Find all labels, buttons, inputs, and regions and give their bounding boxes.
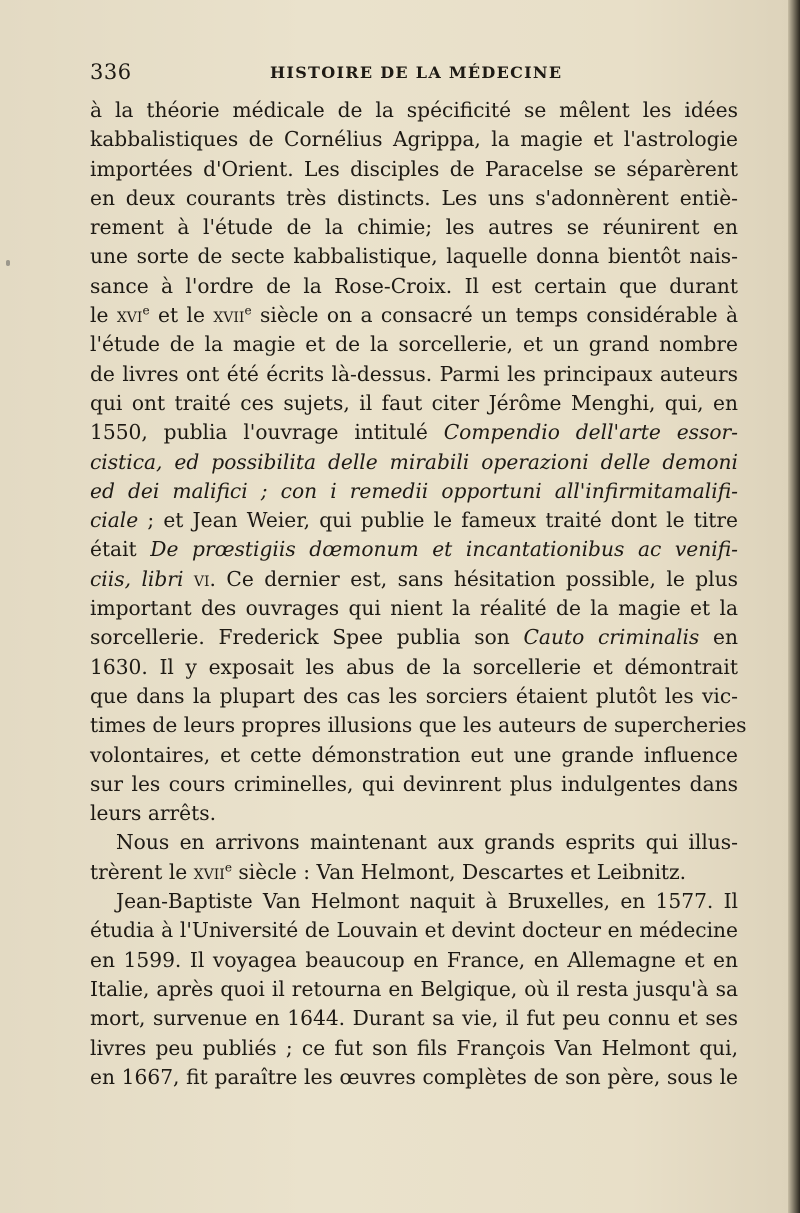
text-run: que dans la plupart des cas les sorciers étaient plutôt les vic-: [90, 683, 738, 708]
text-line: [90, 799, 738, 828]
text-run: sance à l'ordre de la Rose-Croix. Il est certain que durant: [90, 273, 738, 298]
text-run: siècle on a consacré un temps considérable à: [251, 303, 739, 328]
text-run: ed dei malifici ; con i remedii opportuni all'infirmitamalifi-: [90, 478, 738, 503]
text-line: [90, 184, 738, 213]
text-line: [90, 242, 738, 271]
text-line: [90, 301, 738, 330]
text-line: [90, 623, 738, 652]
text-run: e: [142, 303, 150, 318]
text-run: étudia à l'Université de Louvain et devint docteur en médecine: [90, 918, 738, 943]
text-run: leurs arrêts.: [90, 801, 217, 826]
text-run: siècle : Van Helmont, Descartes et Leibnitz.: [231, 859, 687, 884]
text-run: xvii: [213, 303, 245, 328]
text-line: [90, 741, 738, 770]
text-run: Nous en arrivons maintenant aux grands esprits qui illus-: [116, 830, 738, 855]
text-line: [90, 213, 738, 242]
text-line: [90, 477, 738, 506]
page-edge: [788, 0, 800, 1213]
text-run: kabbalistiques de Cornélius Agrippa, la magie et l'astrologie: [90, 127, 738, 152]
text-run: en: [699, 625, 738, 650]
text-line: [90, 96, 738, 125]
text-run: l'étude de la magie et de la sorcellerie, et un grand nombre: [90, 332, 738, 357]
margin-mark: [6, 260, 10, 266]
text-run: Cauto criminalis: [523, 625, 700, 650]
text-line: [90, 360, 738, 389]
text-run: important des ouvrages qui nient la réalité de la magie et la: [90, 596, 738, 621]
text-run: en deux courants très distincts. Les uns s'adonnèrent entiè-: [90, 185, 738, 210]
text-line: [90, 330, 738, 359]
text-line: [90, 125, 738, 154]
text-run: une sorte de secte kabbalistique, laquelle donna bientôt nais-: [90, 244, 738, 269]
text-run: rement à l'étude de la chimie; les autres se réunirent en: [90, 215, 738, 240]
text-line: [90, 155, 738, 184]
text-run: 1550, publia l'ouvrage intitulé: [90, 420, 444, 445]
text-run: De prœstigiis dœmonum et incantationibus ac venifi-: [150, 537, 738, 562]
text-run: ciale: [90, 508, 139, 533]
text-line: [90, 1063, 738, 1092]
text-run: et le: [149, 303, 214, 328]
text-run: livres peu publiés ; ce fut son fils François Van Helmont qui,: [90, 1035, 738, 1060]
text-line: [90, 858, 738, 887]
text-line: [90, 272, 738, 301]
text-run: de livres ont été écrits là-dessus. Parmi les principaux auteurs: [90, 361, 738, 386]
text-run: était: [90, 537, 151, 562]
text-run: . Ce dernier est, sans hésitation possible, le plus: [209, 566, 738, 591]
text-run: en 1667, fit paraître les œuvres complètes de son père, sous le: [90, 1064, 738, 1089]
text-run: ; et Jean Weier, qui publie le fameux traité dont le titre: [138, 508, 738, 533]
text-line: [90, 653, 738, 682]
body-text: [90, 96, 747, 1092]
text-run: xvi: [116, 303, 143, 328]
text-line: [90, 1034, 738, 1063]
running-head: HISTOIRE DE LA MÉDECINE: [270, 63, 563, 82]
text-line: [90, 711, 747, 740]
text-run: e: [224, 859, 232, 874]
text-run: sorcellerie. Frederick Spee publia son: [90, 625, 524, 650]
text-run: à la théorie médicale de la spécificité se mêlent les idées: [90, 98, 738, 122]
text-run: Compendio dell'arte essor-: [443, 420, 738, 445]
text-run: times de leurs propres illusions que les auteurs de supercheries: [90, 713, 747, 738]
text-run: qui ont traité ces sujets, il faut citer Jérôme Menghi, qui, en: [90, 390, 738, 415]
text-run: Jean-Baptiste Van Helmont naquit à Bruxelles, en 1577. Il: [116, 889, 738, 914]
text-line: [90, 535, 738, 564]
text-run: e: [244, 303, 252, 318]
text-run: ciis, libri: [90, 566, 184, 591]
text-line: [90, 828, 738, 857]
page-number: 336: [90, 60, 132, 84]
text-line: [90, 565, 738, 594]
text-run: mort, survenue en 1644. Durant sa vie, il fut peu connu et ses: [90, 1006, 738, 1031]
text-line: [90, 975, 738, 1004]
text-line: [90, 946, 738, 975]
text-run: 1630. Il y exposait les abus de la sorcellerie et démontrait: [90, 654, 738, 679]
text-line: [90, 594, 738, 623]
text-line: [90, 916, 738, 945]
text-line: [90, 1004, 738, 1033]
text-line: [90, 887, 738, 916]
text-run: vi: [193, 566, 210, 591]
text-run: [183, 567, 193, 591]
text-line: [90, 418, 738, 447]
text-run: le: [90, 303, 117, 328]
text-run: Italie, après quoi il retourna en Belgique, où il resta jusqu'à sa: [90, 976, 738, 1001]
text-run: en 1599. Il voyagea beaucoup en France, en Allemagne et en: [90, 947, 738, 972]
text-run: volontaires, et cette démonstration eut une grande influence: [90, 742, 738, 767]
text-line: [90, 389, 738, 418]
text-line: [90, 506, 738, 535]
text-run: trèrent le: [90, 859, 194, 884]
text-run: cistica, ed possibilita delle mirabili operazioni delle demoni: [90, 449, 738, 474]
text-line: [90, 770, 738, 799]
page-header: [90, 60, 740, 84]
text-run: sur les cours criminelles, qui devinrent plus indulgentes dans: [90, 771, 738, 796]
text-line: [90, 448, 738, 477]
text-line: [90, 682, 738, 711]
text-run: xvii: [193, 859, 225, 884]
text-run: importées d'Orient. Les disciples de Paracelse se séparèrent: [90, 156, 738, 181]
